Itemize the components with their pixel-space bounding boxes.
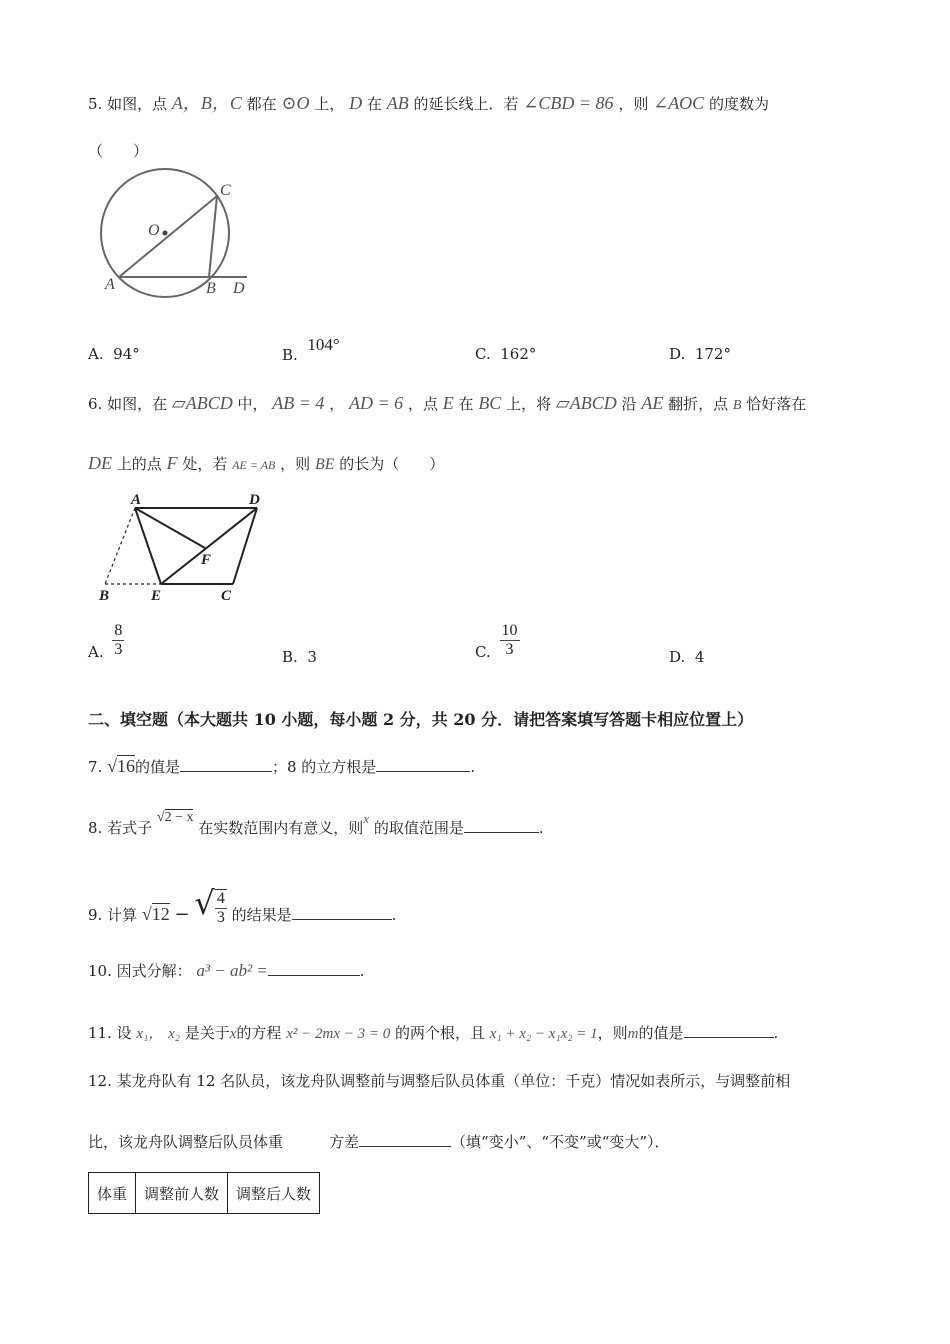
- q6-stem-line2: [88, 453, 444, 474]
- q11-condition: x₁ + x₂ − x₁x₂ = 1: [489, 1026, 598, 1042]
- q12-table: [88, 1172, 320, 1214]
- q5-label-b: B: [206, 280, 216, 297]
- q5-segment-ab: AB: [386, 93, 409, 113]
- q6-text: ，点: [407, 395, 438, 413]
- q8-text: 的取值范围是: [373, 819, 464, 837]
- q7: [88, 756, 475, 777]
- q6-text: 的长为（ ）: [339, 455, 445, 473]
- option-label: D.: [669, 648, 686, 666]
- q8-sqrt: √2 − x: [156, 810, 194, 825]
- q5-angle-aoc: ∠AOC: [653, 93, 705, 113]
- q6-point-b: B: [732, 398, 742, 413]
- q5-label-d: D: [233, 280, 245, 297]
- q11-text: 11. 设: [88, 1024, 132, 1042]
- q11-text: 的两个根，且: [395, 1024, 486, 1042]
- q12-text: 比，该龙舟队调整后队员体重: [88, 1133, 284, 1151]
- q5-points: A，B，C: [171, 93, 242, 113]
- radicand: 2 − x: [164, 810, 194, 825]
- answer-blank[interactable]: [292, 905, 392, 920]
- answer-blank[interactable]: [268, 961, 360, 976]
- q11: [88, 1022, 778, 1043]
- q5-label-a: A: [105, 276, 115, 293]
- q5-circle-o: ⊙O: [281, 93, 310, 113]
- denominator: 3: [505, 641, 514, 658]
- option-label: C.: [475, 642, 491, 661]
- q8-var-x: x: [363, 811, 370, 826]
- q6-stem-line1: [88, 393, 806, 414]
- q11-text: 的值是: [638, 1024, 684, 1042]
- option-label: B.: [282, 346, 298, 364]
- q6-label-a: A: [131, 492, 142, 508]
- q9-sqrt12: √12: [141, 904, 170, 924]
- q11-var-m: m: [627, 1026, 639, 1042]
- q6-point-e: E: [442, 393, 454, 413]
- q6-text: 在: [458, 395, 474, 413]
- q11-equation: x² − 2mx − 3 = 0: [286, 1026, 391, 1042]
- q6-text: 上的点: [116, 455, 162, 473]
- option-value: 162°: [500, 345, 537, 363]
- answer-blank[interactable]: [359, 1132, 451, 1147]
- q6-segment-bc: BC: [478, 393, 502, 413]
- q6-text: 翻折，点: [668, 395, 729, 413]
- q6-segment-ae: AE: [641, 393, 664, 413]
- q6-line-ed: [161, 508, 257, 584]
- q5-line-cb: [209, 196, 217, 277]
- answer-blank[interactable]: [376, 757, 470, 772]
- q5-stem: [88, 89, 769, 115]
- q6-label-b: B: [99, 588, 110, 604]
- q5-text: 都在: [246, 95, 277, 113]
- q9-end: .: [391, 906, 397, 924]
- radicand: 16: [116, 756, 135, 776]
- q6-text: 6. 如图，在: [88, 395, 168, 413]
- q9: [88, 870, 397, 926]
- q6-option-b[interactable]: [282, 648, 317, 666]
- table-header-cell: 体重: [89, 1173, 136, 1214]
- q6-text: 处，若: [182, 455, 228, 473]
- q6-label-e: E: [151, 588, 162, 604]
- q6-option-d[interactable]: [669, 648, 704, 666]
- q8-text: 8. 若式子: [88, 819, 153, 837]
- q11-x1: x₁，: [136, 1026, 164, 1042]
- q10-expression: a³ − ab² =: [196, 961, 268, 980]
- q6-text: 沿: [621, 395, 637, 413]
- q6-parallelogram: ▱ABCD: [555, 393, 617, 413]
- q6-segment-be: BE: [314, 456, 335, 473]
- q6-condition: AE = AB: [232, 458, 276, 472]
- q5-text: 的度数为: [708, 95, 769, 113]
- q5-point-d: D: [349, 93, 363, 113]
- q5-option-d[interactable]: [669, 345, 731, 363]
- option-label: C.: [475, 345, 491, 363]
- q7-sqrt: √16: [107, 756, 135, 776]
- q6-label-f: F: [201, 552, 212, 568]
- q8-text: 在实数范围内有意义，则: [198, 819, 364, 837]
- q7-text: ；8 的立方根是: [272, 758, 377, 776]
- q9-fraction: [215, 889, 227, 927]
- q10-text: 10. 因式分解：: [88, 962, 192, 980]
- q7-text: 的值是: [134, 758, 180, 776]
- q6-option-a[interactable]: [88, 622, 124, 659]
- q5-text: 在: [366, 95, 382, 113]
- q7-end: .: [470, 758, 476, 776]
- q5-center-dot: [163, 231, 168, 236]
- q6-ad-value: AD = 6: [349, 393, 404, 413]
- q6-line-ab-dashed: [105, 508, 135, 584]
- q5-answer-paren: （ ）: [88, 142, 149, 160]
- q7-number: 7.: [88, 758, 103, 776]
- q6-segment-de: DE: [88, 453, 112, 473]
- option-value: 104°: [307, 335, 340, 354]
- fraction: [112, 622, 124, 659]
- q6-point-f: F: [166, 453, 178, 473]
- q6-figure: [95, 488, 275, 606]
- q5-text: ，则: [618, 95, 649, 113]
- option-label: D.: [669, 345, 686, 363]
- q6-label-c: C: [221, 588, 232, 604]
- q11-end: .: [773, 1024, 779, 1042]
- q12-text: 方差: [329, 1133, 360, 1151]
- q6-line-af: [135, 508, 205, 548]
- q5-label-o: O: [148, 222, 160, 239]
- q6-text: ，: [329, 395, 345, 413]
- q11-text: 的方程: [236, 1024, 282, 1042]
- numerator: 10: [501, 622, 518, 639]
- denominator: 3: [216, 909, 225, 926]
- numerator: 4: [216, 890, 225, 907]
- table-header-cell: 调整后人数: [228, 1173, 320, 1214]
- q5-option-b[interactable]: [282, 335, 340, 364]
- q6-line-ae: [135, 508, 161, 584]
- q10-end: .: [359, 962, 365, 980]
- q11-x2: x₂: [168, 1026, 180, 1042]
- q6-text: 上，将: [506, 395, 552, 413]
- q12-line2: [88, 1131, 670, 1152]
- numerator: 8: [114, 622, 123, 639]
- option-label: B.: [282, 648, 298, 666]
- q6-text: 恰好落在: [746, 395, 807, 413]
- q9-minus: −: [174, 904, 190, 925]
- table-header-cell: 调整前人数: [136, 1173, 228, 1214]
- option-value: 94°: [113, 345, 140, 363]
- q5-text: 如图，点: [107, 95, 168, 113]
- q9-text: 9. 计算: [88, 906, 138, 924]
- q5-line-ac: [119, 196, 217, 277]
- q8: [88, 810, 544, 838]
- answer-blank[interactable]: [684, 1023, 774, 1038]
- answer-blank[interactable]: [180, 757, 272, 772]
- q6-label-d: D: [249, 492, 260, 508]
- q8-end: .: [538, 819, 544, 837]
- q5-label-c: C: [220, 182, 231, 199]
- q6-option-c[interactable]: [475, 622, 520, 659]
- q5-text: 的延长线上．若: [413, 95, 519, 113]
- q5-option-c[interactable]: [475, 345, 536, 363]
- q6-ab-value: AB = 4: [272, 393, 325, 413]
- q12-text: （填“变小”、“不变”或“变大”）．: [451, 1133, 670, 1151]
- section-heading: 二、填空题（本大题共 10 小题，每小题 2 分，共 20 分．请把答案填写答题卡相应位置上）: [88, 710, 754, 729]
- q6-text: ，则: [280, 455, 311, 473]
- option-value: 3: [307, 648, 317, 666]
- q12-line1: 12. 某龙舟队有 12 名队员，该龙舟队调整前与调整后队员体重（单位：千克）情况如表所示，与调整前相: [88, 1072, 791, 1090]
- table-row: [89, 1173, 320, 1214]
- q11-text: ，则: [597, 1024, 628, 1042]
- q11-text: 是关于: [184, 1024, 230, 1042]
- q6-line-dc: [233, 508, 257, 584]
- q10: [88, 960, 365, 981]
- fraction: [500, 622, 520, 659]
- q11-var-x: x: [229, 1026, 237, 1042]
- option-label: A.: [88, 345, 104, 363]
- q9-sqrt-symbol: √: [194, 884, 215, 922]
- q5-option-a[interactable]: [88, 345, 140, 363]
- option-label: A.: [88, 642, 104, 661]
- denominator: 3: [114, 641, 123, 658]
- q5-text: 上，: [314, 95, 345, 113]
- q6-parallelogram: ▱ABCD: [171, 393, 233, 413]
- q5-number: 5.: [88, 95, 103, 113]
- radicand: 12: [151, 904, 170, 924]
- answer-blank[interactable]: [464, 818, 539, 833]
- q9-text: 的结果是: [231, 906, 292, 924]
- option-value: 172°: [694, 345, 731, 363]
- q5-angle-cbd: ∠CBD = 86: [523, 93, 614, 113]
- q5-figure: [90, 165, 260, 300]
- option-value: 4: [694, 648, 705, 666]
- q6-text: 中，: [237, 395, 268, 413]
